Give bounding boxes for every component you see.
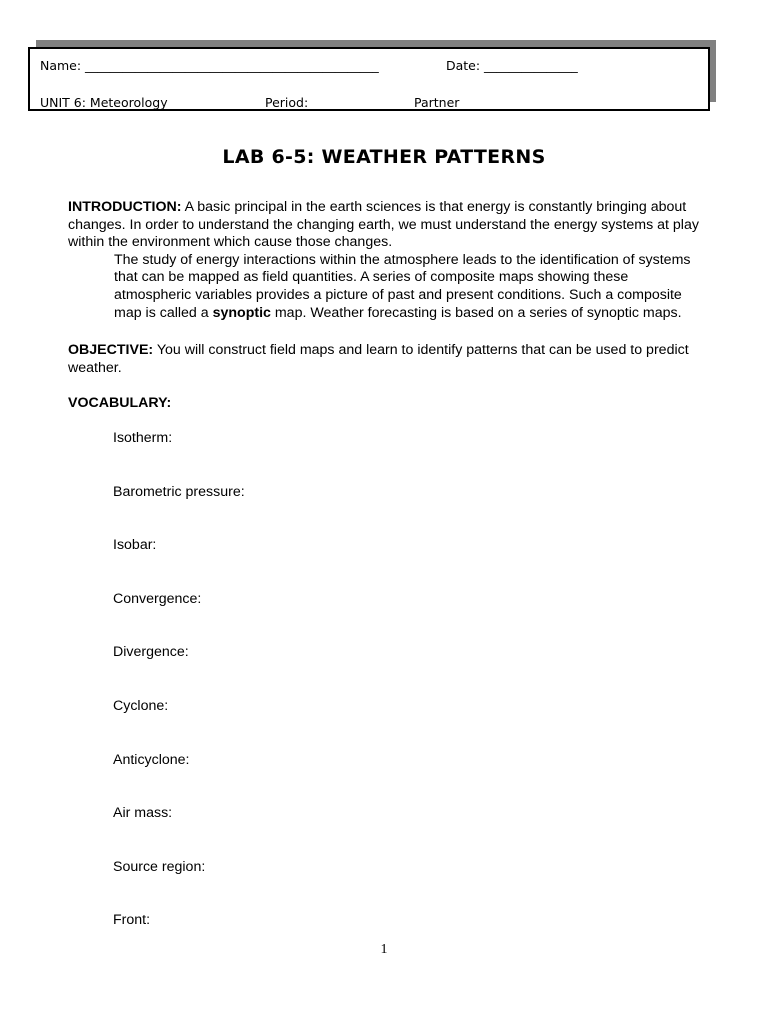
vocabulary-heading: VOCABULARY: xyxy=(68,395,172,411)
introduction-paragraph-1 xyxy=(68,199,708,252)
introduction-text-2b: map. Weather forecasting is based on a series of synoptic maps. xyxy=(270,304,682,321)
introduction-section xyxy=(68,199,708,322)
unit-label: UNIT 6: Meteorology xyxy=(40,95,168,110)
vocabulary-term: Front: xyxy=(113,912,151,929)
objective-text: You will construct field maps and learn to identify patterns that can be used to predict weather. xyxy=(68,342,689,376)
vocabulary-term: Isobar: xyxy=(113,537,157,554)
vocabulary-term: Barometric pressure: xyxy=(113,483,245,500)
vocabulary-list xyxy=(113,430,245,966)
objective-section xyxy=(68,342,708,377)
introduction-text-1: A basic principal in the earth sciences is that energy is constantly bringing about changes. In order to understand the changing earth, we must understand the energy systems at play within the environment which cause those changes. xyxy=(68,199,699,251)
period-field: Period: xyxy=(265,95,309,110)
page-number: 1 xyxy=(380,942,388,957)
synoptic-term: synoptic xyxy=(212,304,271,321)
vocabulary-term: Cyclone: xyxy=(113,697,169,714)
introduction-text-2a: The study of energy interactions within the atmosphere leads to the identification of systems that can be mapped as field quantities. A series of composite maps showing these atmospheric variables provides a picture of past and present conditions. Such a composite map is called a xyxy=(114,251,691,321)
vocabulary-term: Source region: xyxy=(113,858,206,875)
vocabulary-term: Convergence: xyxy=(113,590,202,607)
date-field: Date: _______________ xyxy=(446,58,578,73)
vocabulary-term: Isotherm: xyxy=(113,430,173,446)
introduction-label: INTRODUCTION: xyxy=(68,199,182,215)
introduction-paragraph-2 xyxy=(68,252,708,322)
vocabulary-term: Anticyclone: xyxy=(113,751,190,768)
partner-field: Partner xyxy=(414,95,460,110)
vocabulary-term: Air mass: xyxy=(113,805,173,822)
objective-label: OBJECTIVE: xyxy=(68,342,154,358)
name-field: Name: _______________________________________________ xyxy=(40,58,379,73)
student-info-box xyxy=(28,47,710,111)
page-title: LAB 6-5: WEATHER PATTERNS xyxy=(222,146,546,168)
vocabulary-term: Divergence: xyxy=(113,644,189,661)
